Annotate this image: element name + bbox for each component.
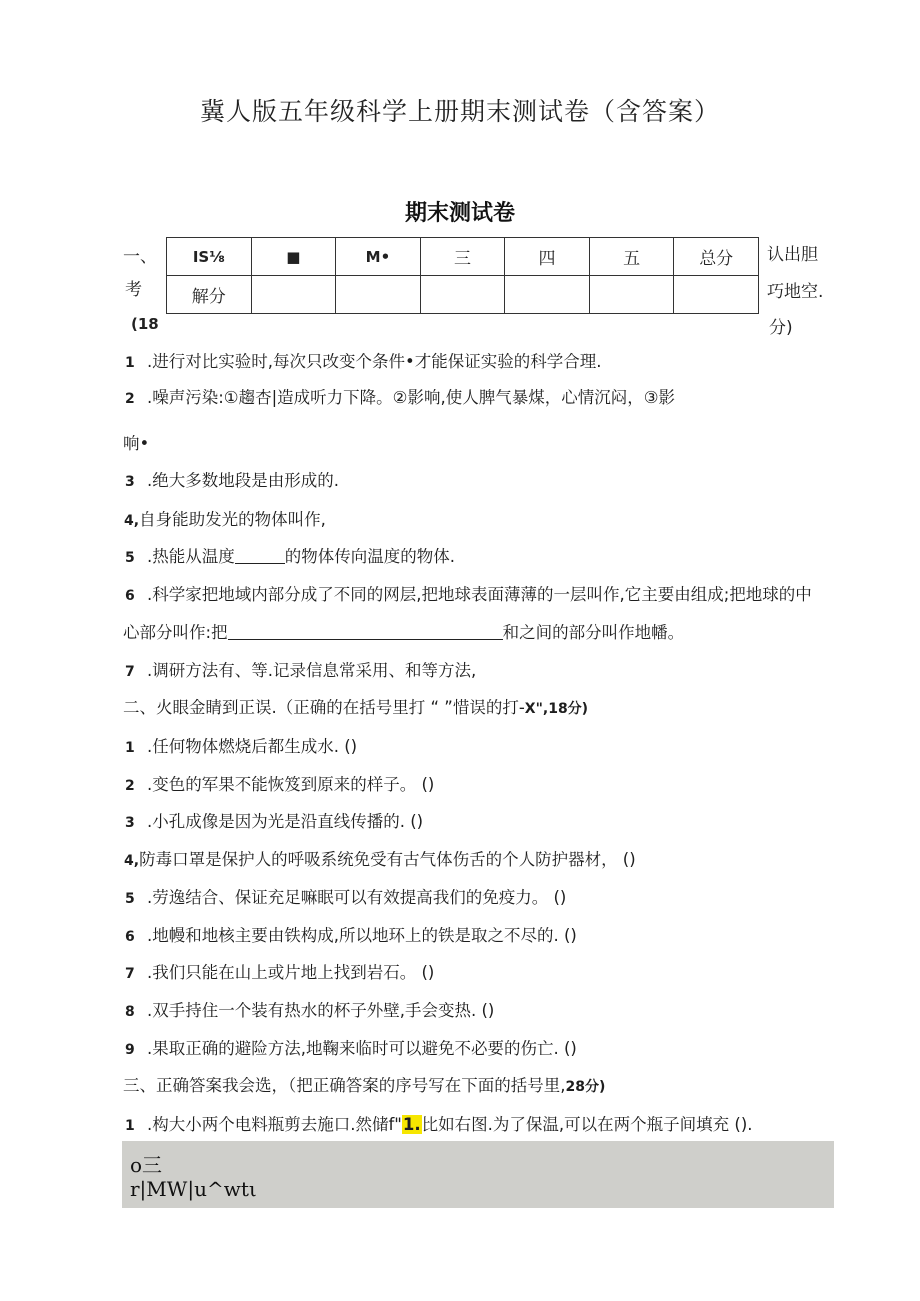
section1-heading-right-3: 分) xyxy=(769,318,793,338)
highlighted-mark: 1. xyxy=(402,1115,421,1134)
score-table-score-row xyxy=(167,276,759,314)
question-text: .调研方法有、等.记录信息常采用、和等方法, xyxy=(147,661,477,680)
score-blank-cell[interactable] xyxy=(336,276,421,314)
question-line xyxy=(125,997,494,1021)
question-text: .科学家把地域内部分成了不同的网层,把地球表面薄薄的一层叫作,它主要由组成;把地球的中 xyxy=(147,585,812,604)
figure-caption-line: o三 xyxy=(130,1153,163,1177)
section2-heading-text: 二、火眼金睛到正误.（正确的在括号里打 “ ”惜误的打- xyxy=(123,698,525,717)
score-blank-cell[interactable] xyxy=(420,276,505,314)
fill-blank[interactable] xyxy=(228,623,503,640)
section1-marker: 一、 xyxy=(123,247,157,267)
section2-heading-score: X",18分) xyxy=(524,701,589,717)
score-header-cell: M• xyxy=(336,238,421,276)
question-number: 6 xyxy=(125,588,135,604)
question-line xyxy=(124,506,326,530)
question-line xyxy=(125,771,434,795)
question-line xyxy=(125,733,357,757)
section1-kao: 考 xyxy=(125,280,142,300)
question-number: 9 xyxy=(125,1042,135,1058)
question-number: 3 xyxy=(125,474,135,490)
question-line xyxy=(125,543,455,567)
question-number: 1 xyxy=(125,355,135,371)
question-text: .地幔和地核主要由铁构成,所以地环上的铁是取之不尽的. () xyxy=(147,926,577,945)
question-number: 3 xyxy=(125,815,135,831)
question-text: .变色的军果不能恢笈到原来的样子。 () xyxy=(147,775,435,794)
section2-heading xyxy=(123,694,588,718)
question-text: 防毒口罩是保护人的呼吸系统免受有古气体伤舌的个人防护器材， () xyxy=(139,850,636,869)
score-header-cell: 四 xyxy=(505,238,590,276)
score-blank-cell[interactable] xyxy=(589,276,674,314)
question-number: 1 xyxy=(125,740,135,756)
score-header-cell: 五 xyxy=(589,238,674,276)
score-header-cell: 总分 xyxy=(674,238,759,276)
question-line xyxy=(125,581,812,605)
document-title: 冀人版五年级科学上册期末测试卷（含答案） xyxy=(199,97,720,126)
question-number: 5 xyxy=(125,891,135,907)
question-text: .任何物体燃烧后都生成水. () xyxy=(147,737,358,756)
question-text: .果取正确的避险方法,地鞠来临时可以避免不必要的伤亡. () xyxy=(147,1039,577,1058)
score-table xyxy=(166,237,759,314)
question-text: 比如右图.为了保温,可以在两个瓶子间填充 (). xyxy=(421,1115,753,1134)
question-line xyxy=(125,348,601,372)
question-line-continued xyxy=(123,430,149,454)
question-line xyxy=(125,657,476,681)
question-text: .小孔成像是因为光是沿直线传播的. () xyxy=(147,812,424,831)
question-text: .噪声污染:①趨杏|造成听力下降。②影响,使人脾气暴煤，心情沉闷，③影 xyxy=(147,388,675,407)
score-header-cell: IS⅛ xyxy=(167,238,252,276)
figure-caption-line: r|MW|u^wtι xyxy=(130,1177,257,1201)
section3-heading-text: 三、正确答案我会选，（把正确答案的序号写在下面的括号里, xyxy=(123,1076,566,1095)
question-text: 心部分叫作:把 xyxy=(123,623,228,642)
fill-blank[interactable] xyxy=(235,547,285,564)
question-line xyxy=(125,808,423,832)
question-line xyxy=(124,846,636,870)
question-line xyxy=(125,1035,577,1059)
question-number: 4, xyxy=(124,853,140,869)
figure-placeholder-box xyxy=(122,1141,834,1208)
question-text: .我们只能在山上或片地上找到岩石。 () xyxy=(147,963,435,982)
score-row-label: 解分 xyxy=(167,276,252,314)
question-number: 4, xyxy=(124,513,140,529)
question-line xyxy=(125,384,675,408)
question-text: .热能从温度 xyxy=(147,547,235,566)
question-line xyxy=(125,467,339,491)
section1-heading-right-1: 认出胆 xyxy=(767,245,818,265)
question-number: 8 xyxy=(125,1004,135,1020)
question-line xyxy=(125,1111,753,1135)
section1-heading-right-2: 巧地空. xyxy=(767,282,824,302)
score-blank-cell[interactable] xyxy=(505,276,590,314)
question-line-continued xyxy=(123,619,684,643)
score-blank-cell[interactable] xyxy=(251,276,336,314)
question-text: 的物体传向温度的物体. xyxy=(284,547,455,566)
question-text: 自身能助发光的物体叫作, xyxy=(139,510,326,529)
score-blank-cell[interactable] xyxy=(674,276,759,314)
question-text: .绝大多数地段是由形成的. xyxy=(147,471,339,490)
score-table-header-row xyxy=(167,238,759,276)
question-text: .进行对比实验时,每次只改变个条件•才能保证实验的科学合理. xyxy=(147,352,602,371)
question-number: 2 xyxy=(125,778,135,794)
question-number: 2 xyxy=(125,391,135,407)
question-number: 5 xyxy=(125,550,135,566)
section1-score-paren: (18 xyxy=(131,315,159,333)
question-text: .双手持住一个装有热水的杯子外壁,手会变热. () xyxy=(147,1001,495,1020)
question-number: 1 xyxy=(125,1118,135,1134)
question-line xyxy=(125,922,577,946)
question-line xyxy=(125,884,566,908)
question-text: .构大小两个电料瓶剪去施口.然储f" xyxy=(147,1115,402,1134)
score-header-cell: 三 xyxy=(420,238,505,276)
exam-title: 期末测试卷 xyxy=(404,201,515,226)
question-text: 响• xyxy=(123,434,150,453)
section3-heading xyxy=(123,1072,605,1096)
question-text: .劳逸结合、保证充足嘛眠可以有效提高我们的免疫力。 () xyxy=(147,888,567,907)
section3-heading-score: 28分) xyxy=(565,1079,606,1095)
question-number: 6 xyxy=(125,929,135,945)
score-header-cell: ■ xyxy=(251,238,336,276)
question-number: 7 xyxy=(125,966,135,982)
question-text: 和之间的部分叫作地幡。 xyxy=(502,623,685,642)
question-line xyxy=(125,959,434,983)
question-number: 7 xyxy=(125,664,135,680)
